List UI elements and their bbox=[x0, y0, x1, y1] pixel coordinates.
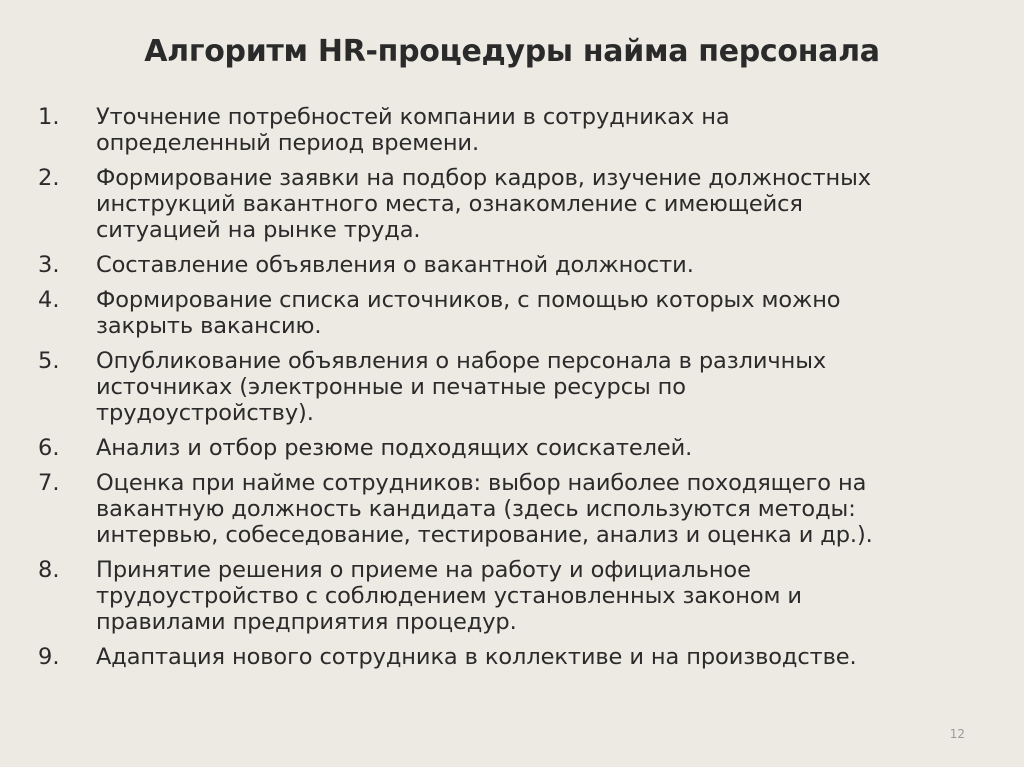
list-item-text: Анализ и отбор резюме подходящих соискателей. bbox=[96, 435, 693, 461]
page-number: 12 bbox=[949, 727, 965, 741]
list-item-text: Формирование списка источников, с помощью которых можно закрыть вакансию. bbox=[96, 287, 841, 339]
list-item-number: 1. bbox=[38, 104, 60, 130]
list-item-text: Уточнение потребностей компании в сотрудниках на определенный период времени. bbox=[96, 104, 730, 156]
list-item bbox=[38, 252, 998, 278]
list-item bbox=[38, 287, 998, 339]
list-item-text: Адаптация нового сотрудника в коллективе и на производстве. bbox=[96, 644, 857, 670]
procedure-list bbox=[38, 104, 998, 679]
list-item bbox=[38, 435, 998, 461]
list-item-text: Составление объявления о вакантной должности. bbox=[96, 252, 694, 278]
list-item bbox=[38, 348, 998, 426]
list-item-number: 6. bbox=[38, 435, 60, 461]
list-item-text: Опубликование объявления о наборе персонала в различных источниках (электронные и печатные ресурсы по трудоустройству). bbox=[96, 348, 827, 426]
list-item-number: 7. bbox=[38, 470, 60, 496]
slide-title: Алгоритм HR-процедуры найма персонала bbox=[144, 34, 880, 69]
list-item-text: Принятие решения о приеме на работу и официальное трудоустройство с соблюдением установленных законом и правилами предприятия процедур. bbox=[96, 557, 802, 635]
list-item-number: 4. bbox=[38, 287, 60, 313]
list-item-text: Формирование заявки на подбор кадров, изучение должностных инструкций вакантного места, ознакомление с имеющейся ситуацией на рынке труда. bbox=[96, 165, 871, 243]
list-item-number: 8. bbox=[38, 557, 60, 583]
list-item-number: 9. bbox=[38, 644, 60, 670]
list-item-text: Оценка при найме сотрудников: выбор наиболее походящего на вакантную должность кандидата (здесь используются методы: интервью, собеседование, тестирование, анализ и оценка и др.). bbox=[96, 470, 873, 548]
list-item bbox=[38, 165, 998, 243]
list-item-number: 3. bbox=[38, 252, 60, 278]
list-item-number: 5. bbox=[38, 348, 60, 374]
list-item bbox=[38, 644, 998, 670]
list-item bbox=[38, 104, 998, 156]
list-item bbox=[38, 470, 998, 548]
list-item bbox=[38, 557, 998, 635]
list-item-number: 2. bbox=[38, 165, 60, 191]
